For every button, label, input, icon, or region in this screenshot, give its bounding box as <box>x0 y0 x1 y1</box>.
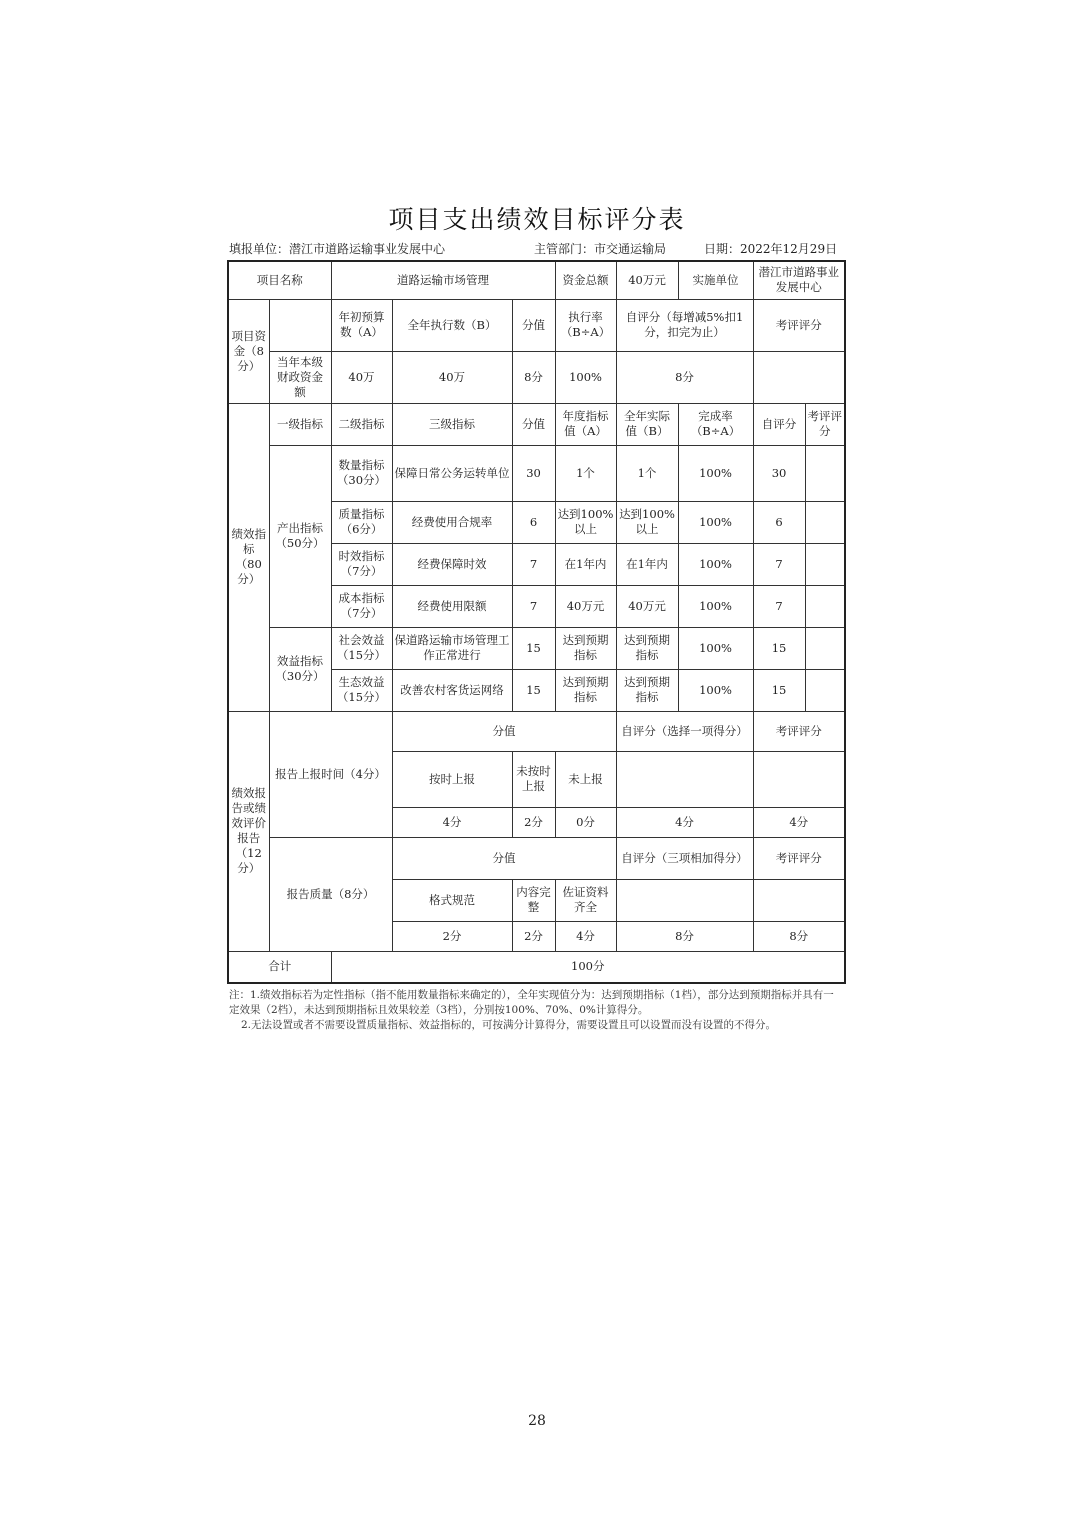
funds-budget: 40万 <box>331 351 392 403</box>
perf-header: 三级指标 <box>392 403 512 445</box>
form-meta <box>229 240 845 258</box>
perf-header: 分值 <box>512 403 555 445</box>
indicator-score: 15 <box>512 627 555 669</box>
col-self-score: 自评分（每增减5%扣1分，扣完为止） <box>616 299 753 351</box>
indicator-actual: 在1年内 <box>616 543 678 585</box>
quality-self-blank <box>616 879 753 921</box>
timing-option: 未上报 <box>555 751 616 807</box>
project-name-label: 项目名称 <box>228 261 331 299</box>
col-score: 分值 <box>512 299 555 351</box>
level3-indicator: 经费保障时效 <box>392 543 512 585</box>
indicator-actual: 40万元 <box>616 585 678 627</box>
indicator-rate: 100% <box>678 445 753 501</box>
fund-total: 40万元 <box>616 261 678 299</box>
indicator-rate: 100% <box>678 585 753 627</box>
fill-date: 日期：2022年12月29日 <box>704 242 838 256</box>
indicator-self: 7 <box>753 585 805 627</box>
indicator-review <box>805 627 845 669</box>
impl-unit-label: 实施单位 <box>678 261 753 299</box>
indicator-self: 15 <box>753 669 805 711</box>
perf-header: 全年实际值（B） <box>616 403 678 445</box>
report-quality-score-label: 分值 <box>392 837 616 879</box>
report-timing-self-label: 自评分（选择一项得分） <box>616 711 753 751</box>
indicator-review <box>805 445 845 501</box>
quality-option: 内容完整 <box>512 879 555 921</box>
timing-self-score: 4分 <box>616 807 753 837</box>
quality-review-blank <box>753 879 845 921</box>
report-timing-review-label: 考评评分 <box>753 711 845 751</box>
level3-indicator: 经费使用限额 <box>392 585 512 627</box>
footnotes <box>229 988 843 1033</box>
indicator-actual: 1个 <box>616 445 678 501</box>
timing-review-blank <box>753 751 845 807</box>
quality-option-score: 4分 <box>555 921 616 951</box>
perf-section-label: 绩效指标（80分） <box>228 403 269 711</box>
perf-header: 考评评分 <box>805 403 845 445</box>
col-rate: 执行率（B÷A） <box>555 299 616 351</box>
perf-header: 二级指标 <box>331 403 392 445</box>
report-quality-self-label: 自评分（三项相加得分） <box>616 837 753 879</box>
level2-indicator: 质量指标（6分） <box>331 501 392 543</box>
perf-header: 年度指标值（A） <box>555 403 616 445</box>
indicator-rate: 100% <box>678 669 753 711</box>
indicator-review <box>805 585 845 627</box>
timing-self-blank <box>616 751 753 807</box>
indicator-score: 15 <box>512 669 555 711</box>
supervising-dept: 主管部门：市交通运输局 <box>534 242 667 256</box>
indicator-actual: 达到预期指标 <box>616 627 678 669</box>
indicator-score: 30 <box>512 445 555 501</box>
benefit-indicator-label: 效益指标（30分） <box>269 627 331 711</box>
indicator-rate: 100% <box>678 501 753 543</box>
total-label: 合计 <box>228 951 331 983</box>
report-timing-label: 报告上报时间（4分） <box>269 711 392 837</box>
funds-self: 8分 <box>616 351 753 403</box>
funds-section-label: 项目资金（8分） <box>228 299 269 403</box>
timing-option-score: 4分 <box>392 807 512 837</box>
quality-review-score: 8分 <box>753 921 845 951</box>
funds-exec: 40万 <box>392 351 512 403</box>
timing-option: 按时上报 <box>392 751 512 807</box>
indicator-review <box>805 501 845 543</box>
indicator-score: 7 <box>512 585 555 627</box>
indicator-actual: 达到预期指标 <box>616 669 678 711</box>
indicator-rate: 100% <box>678 543 753 585</box>
indicator-rate: 100% <box>678 627 753 669</box>
indicator-target: 在1年内 <box>555 543 616 585</box>
indicator-score: 6 <box>512 501 555 543</box>
indicator-self: 30 <box>753 445 805 501</box>
timing-option: 未按时上报 <box>512 751 555 807</box>
level2-indicator: 时效指标（7分） <box>331 543 392 585</box>
fund-total-label: 资金总额 <box>555 261 616 299</box>
timing-option-score: 0分 <box>555 807 616 837</box>
level3-indicator: 改善农村客货运网络 <box>392 669 512 711</box>
indicator-review <box>805 669 845 711</box>
indicator-actual: 达到100%以上 <box>616 501 678 543</box>
col-exec: 全年执行数（B） <box>392 299 512 351</box>
quality-self-score: 8分 <box>616 921 753 951</box>
project-name: 道路运输市场管理 <box>331 261 555 299</box>
quality-option-score: 2分 <box>512 921 555 951</box>
footnote-1: 注：1.绩效指标若为定性指标（指不能用数量指标来确定的），全年实现值分为：达到预期指标（1档），部分达到预期指标并具有一定效果（2档），未达到预期指标且效果较差（3档），分别按100%、70%、0%计算得分。 <box>229 989 834 1016</box>
table-row <box>228 445 845 501</box>
report-quality-label: 报告质量（8分） <box>269 837 392 951</box>
indicator-review <box>805 543 845 585</box>
page-number: 28 <box>528 1413 546 1429</box>
level2-indicator: 生态效益（15分） <box>331 669 392 711</box>
page-title: 项目支出绩效目标评分表 <box>388 205 686 234</box>
funds-row-label: 当年本级财政资金额 <box>269 351 331 403</box>
level2-indicator: 成本指标（7分） <box>331 585 392 627</box>
total-value: 100分 <box>331 951 845 983</box>
quality-option: 格式规范 <box>392 879 512 921</box>
col-budget: 年初预算数（A） <box>331 299 392 351</box>
indicator-target: 达到预期指标 <box>555 669 616 711</box>
report-section-label: 绩效报告或绩效评价报告（12分） <box>228 711 269 951</box>
filling-unit: 填报单位：潜江市道路运输事业发展中心 <box>229 242 446 256</box>
col-review-score: 考评评分 <box>753 299 845 351</box>
indicator-target: 达到预期指标 <box>555 627 616 669</box>
quality-option-score: 2分 <box>392 921 512 951</box>
impl-unit: 潜江市道路事业发展中心 <box>753 261 845 299</box>
level3-indicator: 经费使用合规率 <box>392 501 512 543</box>
timing-option-score: 2分 <box>512 807 555 837</box>
level2-indicator: 数量指标（30分） <box>331 445 392 501</box>
quality-option: 佐证资料齐全 <box>555 879 616 921</box>
funds-rate: 100% <box>555 351 616 403</box>
indicator-target: 达到100%以上 <box>555 501 616 543</box>
indicator-self: 6 <box>753 501 805 543</box>
indicator-target: 40万元 <box>555 585 616 627</box>
table-row <box>228 627 845 669</box>
level2-indicator: 社会效益（15分） <box>331 627 392 669</box>
perf-header: 自评分 <box>753 403 805 445</box>
funds-score: 8分 <box>512 351 555 403</box>
indicator-score: 7 <box>512 543 555 585</box>
indicator-target: 1个 <box>555 445 616 501</box>
timing-review-score: 4分 <box>753 807 845 837</box>
level3-indicator: 保障日常公务运转单位 <box>392 445 512 501</box>
funds-blank-cell <box>269 299 331 351</box>
report-quality-review-label: 考评评分 <box>753 837 845 879</box>
score-table <box>227 260 846 984</box>
perf-header: 完成率（B÷A） <box>678 403 753 445</box>
funds-review <box>753 351 845 403</box>
level3-indicator: 保道路运输市场管理工作正常进行 <box>392 627 512 669</box>
report-timing-score-label: 分值 <box>392 711 616 751</box>
footnote-2: 2.无法设置或者不需要设置质量指标、效益指标的，可按满分计算得分，需要设置且可以设置而没有设置的不得分。 <box>241 1019 777 1031</box>
output-indicator-label: 产出指标（50分） <box>269 445 331 627</box>
indicator-self: 7 <box>753 543 805 585</box>
perf-header: 一级指标 <box>269 403 331 445</box>
indicator-self: 15 <box>753 627 805 669</box>
